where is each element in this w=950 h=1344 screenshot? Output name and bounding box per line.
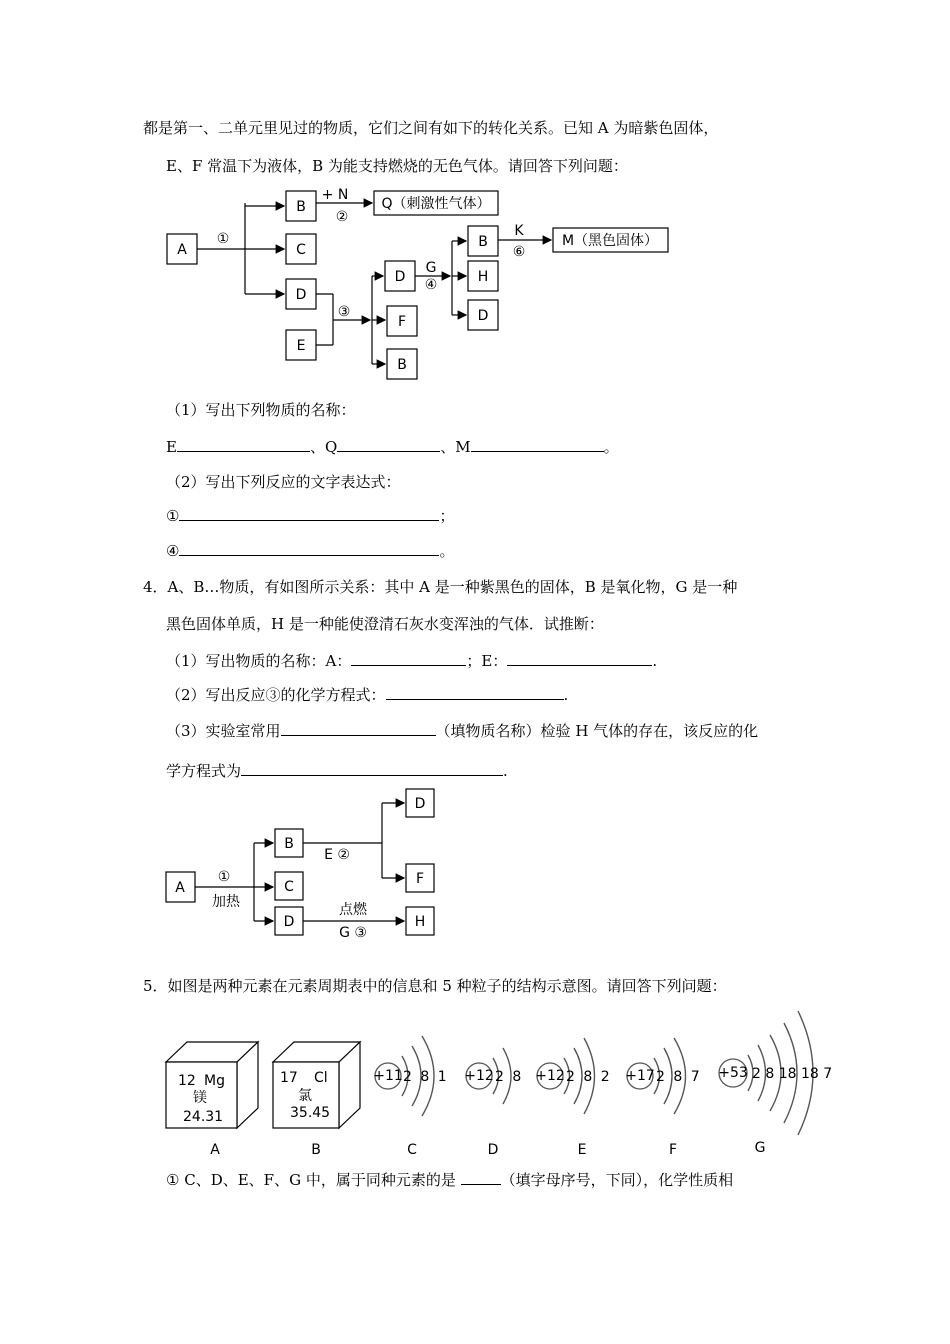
q3-sub1: （1）写出下列物质的名称：	[166, 401, 356, 419]
atom-g-shells: 2 8 18 18 7	[752, 1066, 833, 1082]
q4-sub2-a: （2）写出反应③的化学方程式：	[166, 686, 386, 704]
q5-blank-same-element[interactable]	[461, 1170, 501, 1185]
q5-question-1-b: （填字母序号，下同），化学性质相	[500, 1171, 734, 1189]
q3-sub1-end: 。	[603, 438, 619, 456]
q3-reaction-1: ①	[216, 231, 230, 247]
q5-label-b: B	[311, 1142, 321, 1158]
q3-label-b: B	[296, 199, 306, 215]
q4-sub3-c: 学方程式为	[166, 762, 242, 780]
q4-line1: 4．A、B…物质，有如图所示关系：其中 A 是一种紫黑色的固体，B 是氧化物，G 是一种	[143, 578, 738, 596]
q3-label-q: Q（刺激性气体）	[381, 196, 491, 212]
cl-symbol: Cl	[314, 1070, 328, 1086]
q4-sub3-end: .	[503, 762, 508, 780]
q3-reaction-6: ⑥	[512, 244, 526, 260]
q4-condition-ignite: 点燃	[339, 902, 367, 918]
atom-f-nucleus: +17	[625, 1068, 655, 1084]
q5-label-e: E	[577, 1142, 587, 1158]
atom-g	[718, 1011, 832, 1135]
mg-symbol: Mg	[204, 1073, 225, 1089]
atom-f	[625, 1038, 701, 1114]
q4-sub1-b: ；E：	[466, 652, 508, 670]
atom-d-shells: 2 8	[495, 1069, 524, 1085]
atom-e	[535, 1038, 611, 1114]
q3-sub1-q-label: 、Q	[309, 438, 338, 456]
q4-sub1-end: .	[652, 652, 658, 670]
q4-label-a: A	[175, 880, 185, 896]
q3-reagent-g: G	[425, 260, 437, 276]
element-card-mg	[166, 1042, 258, 1128]
q3-label-b3: B	[397, 357, 407, 373]
cl-mass: 35.45	[290, 1105, 331, 1121]
q3-intro-line2: E、F 常温下为液体，B 为能支持燃烧的无色气体。请回答下列问题：	[166, 157, 628, 175]
q4-sub1-a: （1）写出物质的名称：A：	[166, 652, 352, 670]
q3-sub2-r4-label: ④	[166, 542, 180, 560]
q4-label-f: F	[415, 871, 425, 887]
q4-label-d: D	[283, 914, 295, 930]
q3-reaction-4: ④	[424, 277, 438, 293]
q3-reaction-2: ②	[335, 209, 349, 225]
q3-label-h: H	[477, 269, 489, 285]
cl-atomic-number: 17	[280, 1070, 298, 1086]
q3-label-a: A	[177, 242, 187, 258]
atom-g-nucleus: +53	[718, 1065, 748, 1081]
q4-reaction-1: ①	[217, 869, 231, 885]
q5-label-a: A	[210, 1142, 220, 1158]
q3-reagent-k: K	[514, 223, 524, 239]
q5-question-1-a: ① C、D、E、F、G 中，属于同种元素的是	[166, 1171, 456, 1189]
atom-e-nucleus: +12	[535, 1068, 565, 1084]
atom-c	[373, 1036, 448, 1116]
atom-d-nucleus: +12	[464, 1068, 494, 1084]
q5-line1: 5．如图是两种元素在元素周期表中的信息和 5 种粒子的结构示意图。请回答下列问题：	[143, 977, 727, 995]
atom-e-shells: 2 8 2	[566, 1069, 612, 1085]
atom-c-shells: 2 8 1	[403, 1069, 449, 1085]
mg-name: 镁	[193, 1090, 207, 1106]
q3-sub1-e-label: E	[166, 438, 177, 456]
q4-condition-heat: 加热	[212, 894, 240, 910]
q3-label-d3: D	[477, 308, 489, 324]
q3-sub2-r4-end: 。	[439, 542, 455, 560]
q4-label-b: B	[284, 836, 294, 852]
mg-atomic-number: 12	[178, 1073, 196, 1089]
q4-label-c: C	[284, 879, 294, 895]
cl-name: 氯	[298, 1088, 312, 1104]
atom-d	[464, 1048, 523, 1104]
q5-label-d: D	[487, 1142, 499, 1158]
q4-label-d2: D	[414, 796, 426, 812]
element-card-cl	[273, 1042, 360, 1128]
q4-label-h: H	[414, 914, 426, 930]
q4-sub3-a: （3）实验室常用	[166, 722, 281, 740]
atom-c-nucleus: +11	[373, 1068, 403, 1084]
q3-label-d2: D	[394, 269, 406, 285]
q3-sub2-r1-end: ；	[439, 507, 455, 525]
q3-sub1-m-label: 、M	[440, 438, 471, 456]
q3-label-d: D	[295, 287, 307, 303]
q3-reaction-3: ③	[337, 304, 351, 320]
atom-f-shells: 2 8 7	[656, 1069, 702, 1085]
mg-mass: 24.31	[183, 1109, 224, 1125]
q3-label-c: C	[296, 242, 306, 258]
q3-label-m: M（黑色固体）	[561, 233, 659, 249]
q3-sub2-r1-label: ①	[166, 507, 180, 525]
q3-sub2: （2）写出下列反应的文字表达式：	[166, 473, 401, 491]
q4-reaction-3: G ③	[339, 925, 367, 941]
q3-label-b2: B	[478, 234, 488, 250]
q4-line2: 黑色固体单质，H 是一种能使澄清石灰水变浑浊的气体．试推断：	[166, 615, 604, 633]
q5-label-c: C	[407, 1142, 417, 1158]
q4-sub3-b: （填物质名称）检验 H 气体的存在，该反应的化	[435, 722, 759, 740]
q3-intro-line1: 都是第一、二单元里见过的物质，它们之间有如下的转化关系。已知 A 为暗紫色固体，	[143, 119, 719, 137]
q5-label-f: F	[668, 1142, 678, 1158]
q3-label-e: E	[296, 338, 306, 354]
q4-reaction-2: E ②	[324, 847, 350, 863]
q5-label-g: G	[754, 1140, 766, 1156]
q3-label-f: F	[397, 314, 407, 330]
q3-reagent-n: + N	[321, 187, 349, 203]
q4-sub2-end: .	[563, 686, 569, 704]
q5-question-1	[166, 1170, 733, 1190]
